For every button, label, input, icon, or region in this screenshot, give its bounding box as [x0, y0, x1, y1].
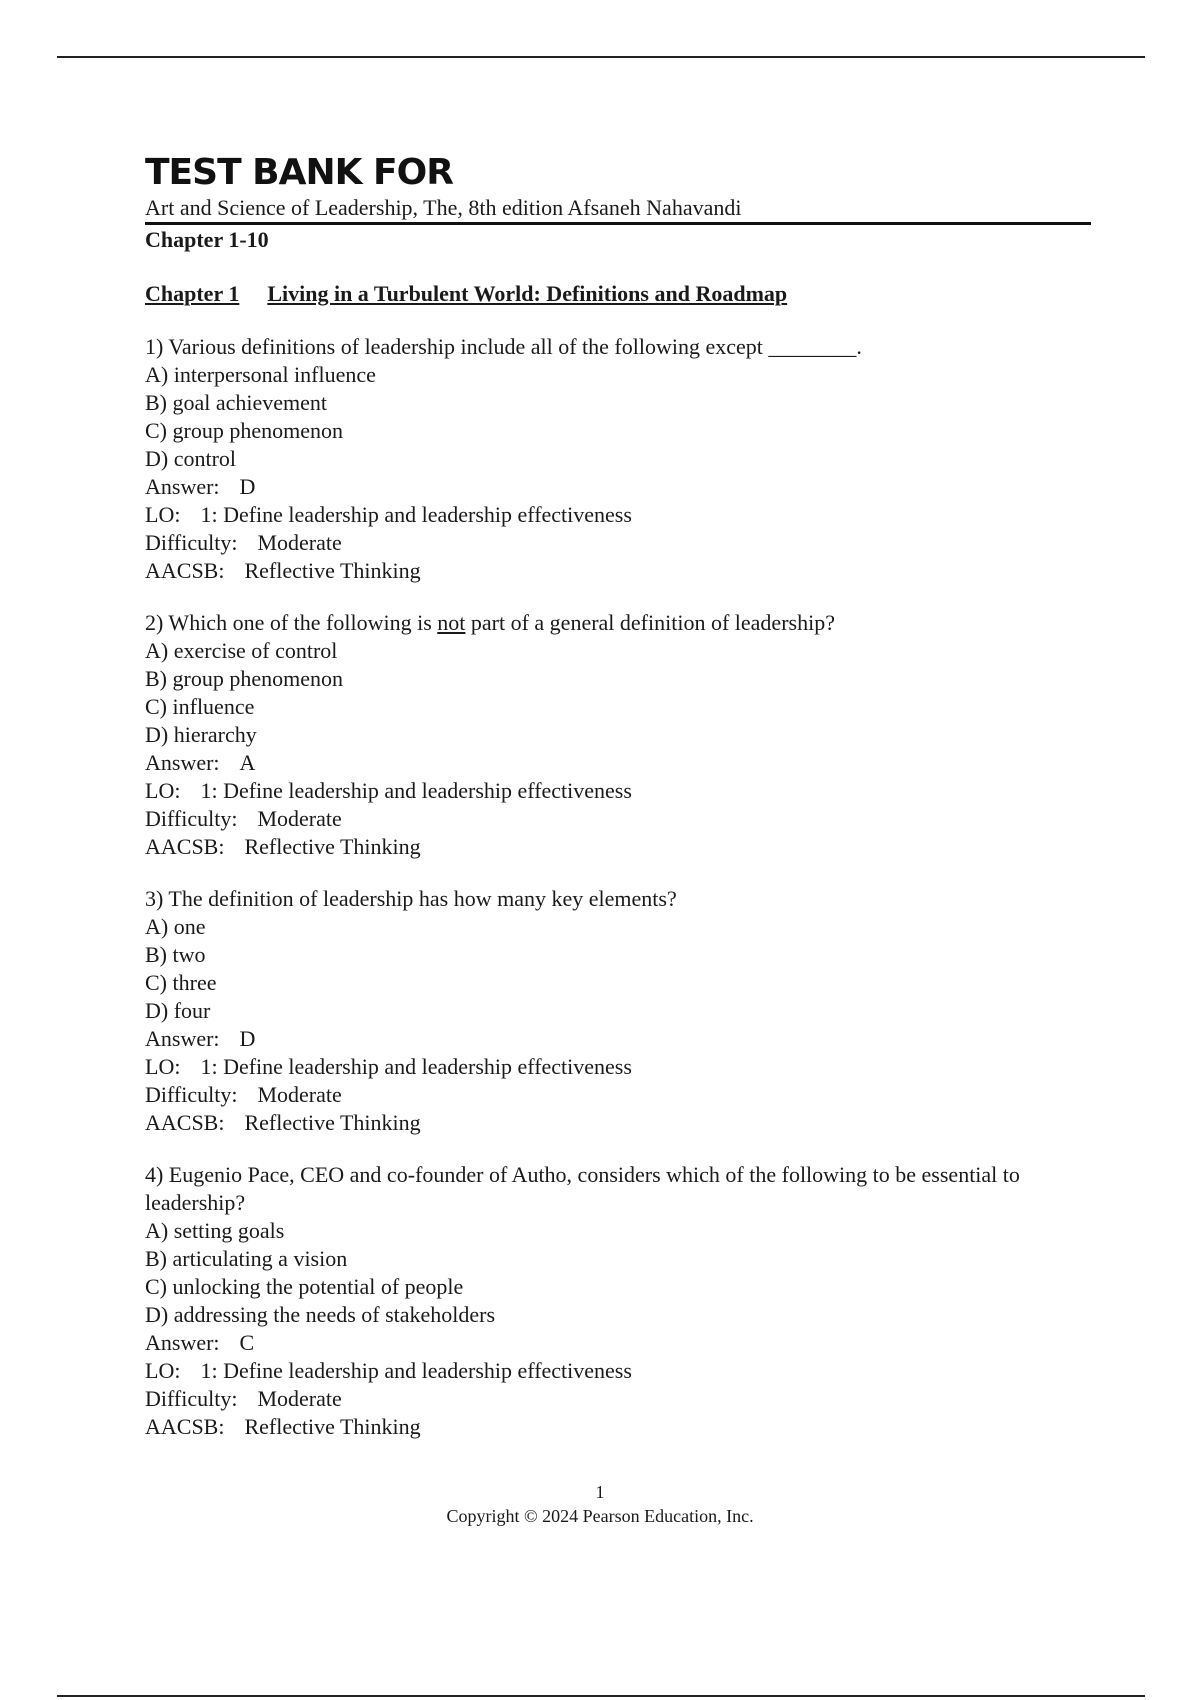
- page-number: 1: [595, 1482, 605, 1502]
- choice-c: C) three: [145, 970, 217, 995]
- chapter-number: Chapter 1: [145, 281, 240, 306]
- question-stem: 2) Which one of the following is not part of a general definition of leadership?: [145, 610, 835, 635]
- question-item: [145, 1161, 1091, 1441]
- choice-c: C) influence: [145, 694, 255, 719]
- choice-b: B) two: [145, 942, 206, 967]
- chapter-heading: [145, 279, 1091, 309]
- difficulty-line: Difficulty: Moderate: [145, 1082, 342, 1107]
- question-stem: 3) The definition of leadership has how many key elements?: [145, 886, 677, 911]
- choice-a: A) interpersonal influence: [145, 362, 376, 387]
- aacsb-line: AACSB: Reflective Thinking: [145, 1414, 421, 1439]
- choice-d: D) control: [145, 446, 237, 471]
- question-stem: 4) Eugenio Pace, CEO and co-founder of Autho, considers which of the following to be essential to leadership?: [145, 1162, 1020, 1215]
- answer-line: Answer: A: [145, 750, 256, 775]
- chapter-range: Chapter 1-10: [145, 227, 269, 252]
- question-item: [145, 333, 1091, 585]
- difficulty-line: Difficulty: Moderate: [145, 806, 342, 831]
- aacsb-line: AACSB: Reflective Thinking: [145, 1110, 421, 1135]
- choice-d: D) addressing the needs of stakeholders: [145, 1302, 496, 1327]
- choice-d: D) four: [145, 998, 211, 1023]
- difficulty-line: Difficulty: Moderate: [145, 530, 342, 555]
- bottom-rule: [57, 1695, 1145, 1697]
- book-subtitle: Art and Science of Leadership, The, 8th edition Afsaneh Nahavandi: [145, 194, 1091, 225]
- document-page: [145, 152, 1091, 1441]
- choice-a: A) setting goals: [145, 1218, 285, 1243]
- choice-c: C) unlocking the potential of people: [145, 1274, 464, 1299]
- choice-d: D) hierarchy: [145, 722, 257, 747]
- answer-line: Answer: D: [145, 1026, 256, 1051]
- lo-line: LO: 1: Define leadership and leadership effectiveness: [145, 778, 632, 803]
- question-stem: 1) Various definitions of leadership include all of the following except ________.: [145, 334, 862, 359]
- choice-a: A) exercise of control: [145, 638, 338, 663]
- aacsb-line: AACSB: Reflective Thinking: [145, 834, 421, 859]
- choice-b: B) group phenomenon: [145, 666, 343, 691]
- top-rule: [57, 56, 1145, 58]
- choice-a: A) one: [145, 914, 206, 939]
- aacsb-line: AACSB: Reflective Thinking: [145, 558, 421, 583]
- chapter-title: Living in a Turbulent World: Definitions and Roadmap: [267, 281, 788, 306]
- choice-b: B) articulating a vision: [145, 1246, 348, 1271]
- choice-c: C) group phenomenon: [145, 418, 343, 443]
- lo-line: LO: 1: Define leadership and leadership effectiveness: [145, 1358, 632, 1383]
- difficulty-line: Difficulty: Moderate: [145, 1386, 342, 1411]
- page-title: TEST BANK FOR: [145, 152, 453, 193]
- page-footer: [0, 1480, 1200, 1528]
- answer-line: Answer: C: [145, 1330, 255, 1355]
- copyright-notice: Copyright © 2024 Pearson Education, Inc.: [446, 1506, 754, 1526]
- lo-line: LO: 1: Define leadership and leadership effectiveness: [145, 1054, 632, 1079]
- question-item: [145, 885, 1091, 1137]
- question-item: [145, 609, 1091, 861]
- lo-line: LO: 1: Define leadership and leadership effectiveness: [145, 502, 632, 527]
- answer-line: Answer: D: [145, 474, 256, 499]
- choice-b: B) goal achievement: [145, 390, 328, 415]
